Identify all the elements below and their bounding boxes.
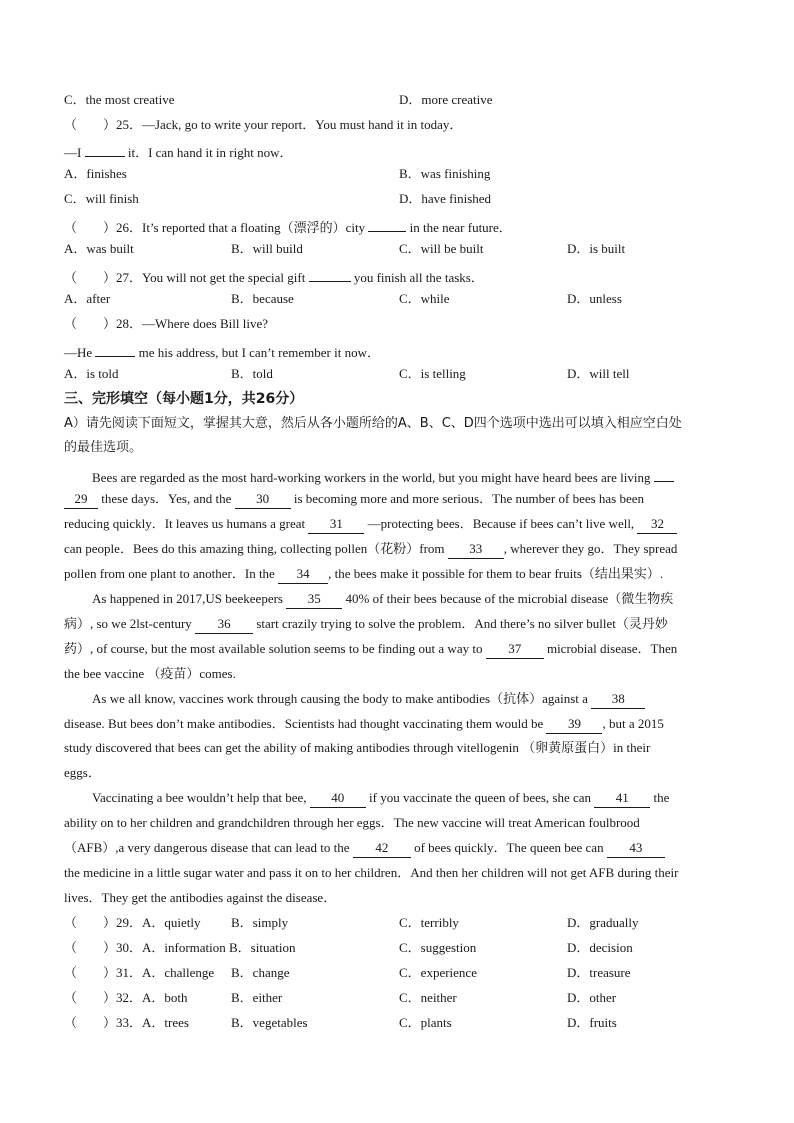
q25-stem: （ ）25．—Jack, go to write your report．You must hand it in today． bbox=[64, 117, 463, 132]
passage-text: if you vaccinate the queen of bees, she can bbox=[365, 790, 595, 805]
option-d: D．will tell bbox=[567, 366, 630, 381]
option-d: D．other bbox=[567, 990, 617, 1005]
blank-42: 42 bbox=[353, 840, 411, 858]
passage-line: the bee vaccine （疫苗）comes. bbox=[64, 666, 236, 681]
option-b: B．told bbox=[231, 366, 273, 381]
blank-30: 30 bbox=[235, 491, 291, 509]
option-b: B．was finishing bbox=[399, 166, 491, 181]
q25-blank bbox=[85, 139, 125, 157]
passage-line: lives．They get the antibodies against the disease． bbox=[64, 890, 337, 905]
q28-reply bbox=[64, 339, 730, 359]
blank-31: 31 bbox=[308, 516, 364, 534]
passage-line bbox=[64, 689, 730, 709]
option-d: D．have finished bbox=[399, 191, 492, 206]
option-num-a: （ ）31．A．challenge bbox=[64, 965, 215, 980]
passage-line bbox=[64, 539, 730, 559]
blank-29-start bbox=[654, 464, 674, 482]
option-a: A．finishes bbox=[64, 166, 127, 181]
option-d: D．treasure bbox=[567, 965, 631, 980]
passage-line bbox=[64, 838, 730, 858]
option-c: C．is telling bbox=[399, 366, 466, 381]
passage-text: start crazily trying to solve the problem．And there’s no silver bullet（灵丹妙 bbox=[253, 616, 668, 631]
option-b: B．because bbox=[231, 291, 294, 306]
passage-text: the bbox=[650, 790, 670, 805]
option-c: C．plants bbox=[399, 1015, 452, 1030]
q28-options bbox=[64, 364, 730, 384]
blank-43: 43 bbox=[607, 840, 665, 858]
options-row-33 bbox=[64, 1013, 730, 1033]
option-c: C．the most creative bbox=[64, 92, 175, 107]
passage-line: study discovered that bees can get the ability of making antibodies through vitellogenin （卵黄原蛋白）in their bbox=[64, 740, 651, 755]
q27-stem-pre: （ ）27．You will not get the special gift bbox=[64, 270, 309, 285]
passage-text: microbial disease．Then bbox=[543, 641, 678, 656]
option-a: A．after bbox=[64, 291, 111, 306]
option-c: C．neither bbox=[399, 990, 457, 1005]
option-c: C．suggestion bbox=[399, 940, 477, 955]
passage-text: As we all know, vaccines work through causing the body to make antibodies（抗体）against a bbox=[92, 691, 592, 706]
option-num-a: （ ）32．A．both bbox=[64, 990, 188, 1005]
blank-38: 38 bbox=[591, 691, 645, 709]
option-d: D．is built bbox=[567, 241, 626, 256]
option-d: D．decision bbox=[567, 940, 633, 955]
passage-text: can people．Bees do this amazing thing, collecting pollen（花粉）from bbox=[64, 541, 448, 556]
blank-36: 36 bbox=[195, 616, 253, 634]
option-num-a: （ ）29．A．quietly bbox=[64, 915, 201, 930]
option-d: D．fruits bbox=[567, 1015, 617, 1030]
passage-text: , but a 2015 bbox=[602, 716, 664, 731]
passage-text: 药）, of course, but the most available solution seems to be finding out a way to bbox=[64, 641, 486, 656]
section-instruction-1: A）请先阅读下面短文，掌握其大意，然后从各小题所给的A、B、C、D四个选项中选出可以填入相应空白处 bbox=[64, 416, 682, 431]
option-d: D．unless bbox=[567, 291, 622, 306]
option-a: A．was built bbox=[64, 241, 134, 256]
passage-text: is becoming more and more serious．The number of bees has been bbox=[290, 491, 645, 506]
q26-blank bbox=[368, 214, 406, 232]
option-b: B．change bbox=[231, 965, 290, 980]
passage-text: reducing quickly．It leaves us humans a great bbox=[64, 516, 309, 531]
q26-stem-post: in the near future． bbox=[406, 220, 512, 235]
option-b: B．will build bbox=[231, 241, 303, 256]
blank-29: 29 bbox=[64, 491, 98, 509]
passage-line bbox=[64, 464, 730, 484]
q27-stem-post: you finish all the tasks． bbox=[350, 270, 484, 285]
option-num-ab: （ ）30．A．information B．situation bbox=[64, 940, 296, 955]
q25-reply bbox=[64, 139, 730, 159]
section-instruction-2: 的最佳选项。 bbox=[64, 440, 143, 455]
option-c: C．will finish bbox=[64, 191, 139, 206]
section-title: 三、完形填空（每小题1分，共26分） bbox=[64, 391, 304, 407]
passage-line bbox=[64, 589, 730, 609]
passage-line: ability on to her children and grandchildren through her eggs．The new vaccine will treat American foulbrood bbox=[64, 815, 640, 830]
passage-line bbox=[64, 639, 730, 659]
blank-35: 35 bbox=[286, 591, 342, 609]
option-a: A．is told bbox=[64, 366, 119, 381]
option-c: C．while bbox=[399, 291, 450, 306]
passage-line: eggs． bbox=[64, 765, 101, 780]
q26-options bbox=[64, 239, 730, 259]
passage-text: , wherever they go．They spread bbox=[503, 541, 678, 556]
passage-text: these days．Yes, and the bbox=[98, 491, 235, 506]
q27-options bbox=[64, 289, 730, 309]
passage-text: pollen from one plant to another．In the bbox=[64, 566, 279, 581]
option-d: D．gradually bbox=[567, 915, 639, 930]
option-d: D．more creative bbox=[399, 92, 493, 107]
blank-40: 40 bbox=[310, 790, 366, 808]
q28-reply-post: me his address, but I can’t remember it now． bbox=[135, 345, 380, 360]
q26-stem-pre: （ ）26．It’s reported that a floating（漂浮的）city bbox=[64, 220, 369, 235]
blank-32: 32 bbox=[637, 516, 677, 534]
passage-text: of bees quickly．The queen bee can bbox=[410, 840, 607, 855]
q25-reply-post: it．I can hand it in right now． bbox=[124, 145, 293, 160]
options-row-32 bbox=[64, 988, 730, 1008]
passage-text: 40% of their bees because of the microbial disease（微生物疾 bbox=[342, 591, 674, 606]
passage-line bbox=[64, 489, 730, 509]
passage-text: , the bees make it possible for them to bear fruits（结出果实）. bbox=[328, 566, 664, 581]
q28-reply-pre: —He bbox=[64, 345, 96, 360]
q27-stem bbox=[64, 264, 730, 284]
q25-options-cd bbox=[64, 189, 730, 209]
option-c: C．experience bbox=[399, 965, 477, 980]
blank-33: 33 bbox=[448, 541, 504, 559]
passage-text: Bees are regarded as the most hard-working workers in the world, but you might have heard bees are living bbox=[92, 470, 651, 485]
blank-34: 34 bbox=[278, 566, 328, 584]
q28-blank bbox=[95, 339, 135, 357]
passage-text: Vaccinating a bee wouldn’t help that bee, bbox=[92, 790, 310, 805]
q26-stem bbox=[64, 214, 730, 234]
q25-options-ab bbox=[64, 164, 730, 184]
q27-blank bbox=[309, 264, 351, 282]
passage-line bbox=[64, 564, 730, 584]
options-row-30 bbox=[64, 938, 730, 958]
passage-text: （AFB）,a very dangerous disease that can lead to the bbox=[64, 840, 353, 855]
passage-line bbox=[64, 788, 730, 808]
passage-text: disease. But bees don’t make antibodies．Scientists had thought vaccinating them would be bbox=[64, 716, 547, 731]
q25-reply-pre: —I bbox=[64, 145, 85, 160]
options-row-29 bbox=[64, 913, 730, 933]
passage-text: —protecting bees．Because if bees can’t live well, bbox=[364, 516, 638, 531]
passage-line bbox=[64, 614, 730, 634]
option-num-a: （ ）33．A．trees bbox=[64, 1015, 189, 1030]
passage-text: As happened in 2017,US beekeepers bbox=[92, 591, 287, 606]
option-b: B．vegetables bbox=[231, 1015, 308, 1030]
blank-39: 39 bbox=[546, 716, 602, 734]
option-b: B．simply bbox=[231, 915, 289, 930]
option-b: B．either bbox=[231, 990, 283, 1005]
option-c: C．will be built bbox=[399, 241, 484, 256]
q28-stem: （ ）28．—Where does Bill live? bbox=[64, 316, 268, 331]
blank-37: 37 bbox=[486, 641, 544, 659]
options-row-31 bbox=[64, 963, 730, 983]
passage-line bbox=[64, 714, 730, 734]
passage-text: 病）, so we 2lst-century bbox=[64, 616, 196, 631]
blank-41: 41 bbox=[594, 790, 650, 808]
option-c: C．terribly bbox=[399, 915, 459, 930]
q24-options-cd bbox=[64, 90, 730, 110]
passage-line: the medicine in a little sugar water and pass it on to her children．And then her children will not get AFB during their bbox=[64, 865, 679, 880]
passage-line bbox=[64, 514, 730, 534]
